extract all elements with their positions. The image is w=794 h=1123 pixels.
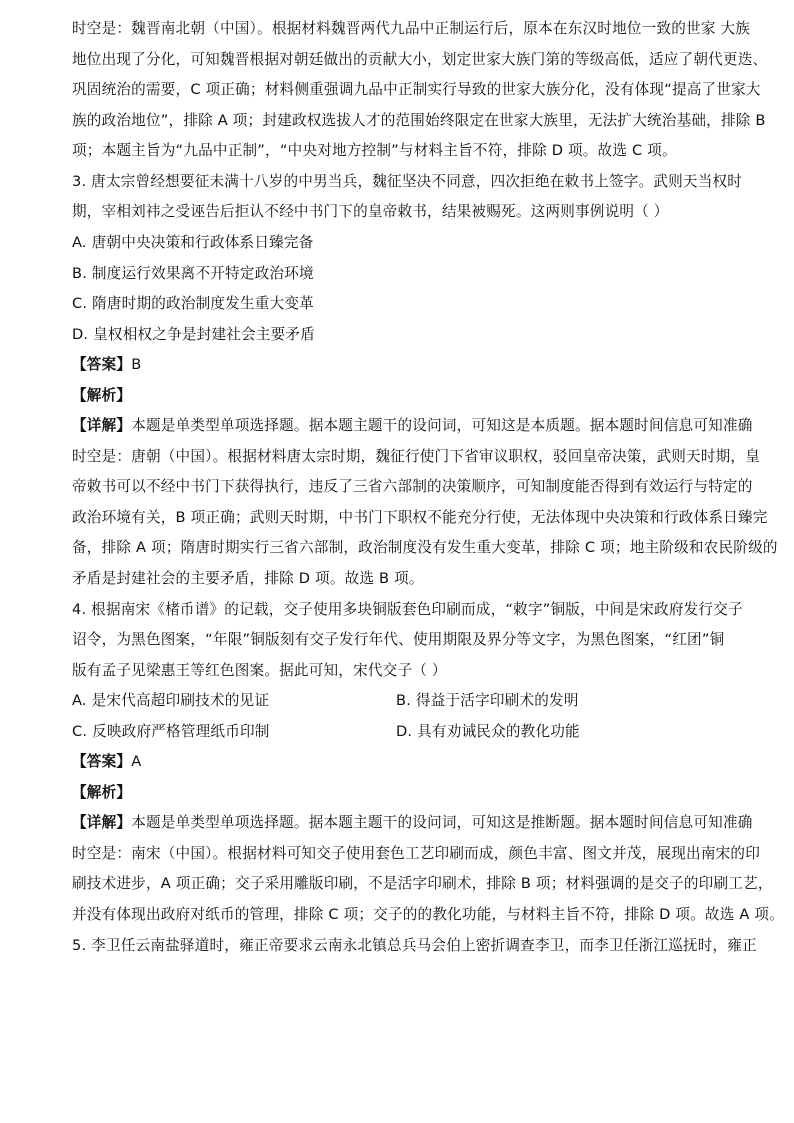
q5-stem-line: 5. 李卫任云南盐驿道时，雍正帝要求云南永北镇总兵马会伯上密折调查李卫，而李卫任浙江巡抚时，雍正	[72, 937, 757, 954]
prev-explanation-line: 地位出现了分化，可知魏晋根据对朝廷做出的贡献大小，划定世家大族门第的等级高低，适应了朝代更迭、	[72, 51, 768, 68]
q4-option-d: D. 具有劝诫民众的教化功能	[396, 723, 580, 740]
analysis-label: 【解析】	[72, 387, 132, 404]
q3-detail-line: 矛盾是封建社会的主要矛盾，排除 D 项。故选 B 项。	[72, 570, 424, 587]
q3-analysis-label	[72, 386, 131, 406]
q4-stem-line: 版有孟子见梁惠王等红色图案。据此可知，宋代交子（ ）	[72, 662, 447, 679]
q3-stem-line: 3. 唐太宗曾经想要征未满十八岁的中男当兵，魏征坚决不同意，四次拒绝在敕书上签字。武则天当权时	[72, 173, 743, 190]
detail-text: 本题是单类型单项选择题。据本题主题干的设问词，可知这是推断题。据本题时间信息可知准确	[131, 814, 753, 831]
q3-option-a: A. 唐朝中央决策和行政体系日臻完备	[72, 234, 314, 251]
q4-detail-line: 时空是：南宋（中国）。根据材料可知交子使用套色工艺印刷而成，颜色丰富、图文并茂，展现出南宋的印	[72, 845, 761, 862]
detail-label: 【详解】	[72, 814, 132, 831]
q4-detail-line	[72, 813, 753, 833]
q3-option-d: D. 皇权相权之争是封建社会主要矛盾	[72, 326, 316, 343]
detail-text: 本题是单类型单项选择题。据本题主题干的设问词，可知这是本质题。据本题时间信息可知准确	[131, 417, 753, 434]
q3-answer	[72, 355, 141, 375]
prev-explanation-line: 巩固统治的需要，C 项正确；材料侧重强调九品中正制实行导致的世家大族分化，没有体现“提高了世家大	[72, 81, 761, 98]
q4-option-c: C. 反映政府严格管理纸币印制	[72, 723, 270, 740]
answer-value: B	[131, 356, 142, 373]
detail-label: 【详解】	[72, 417, 132, 434]
answer-value: A	[131, 753, 142, 770]
q4-option-a: A. 是宋代高超印刷技术的见证	[72, 692, 270, 709]
q4-detail-line: 并没有体现出政府对纸币的管理，排除 C 项；交子的的教化功能，与材料主旨不符，排除 D 项。故选 A 项。	[72, 906, 784, 923]
q4-answer	[72, 752, 141, 772]
prev-explanation-line: 族的政治地位”，排除 A 项；封建政权选拔人才的范围始终限定在世家大族里，无法扩大统治基础，排除 B	[72, 112, 766, 129]
q4-stem-line: 诏令，为黑色图案，“年限”铜版刻有交子发行年代、使用期限及界分等文字，为黑色图案，“红团”铜	[72, 631, 725, 648]
q3-stem-line: 期，宰相刘祎之受诬告后拒认不经中书门下的皇帝敕书，结果被赐死。这两则事例说明（ ）	[72, 203, 669, 220]
answer-label: 【答案】	[72, 753, 132, 770]
prev-explanation-line: 项；本题主旨为“九品中正制”，“中央对地方控制”与材料主旨不符，排除 D 项。故选 C 项。	[72, 142, 677, 159]
q4-stem-line: 4. 根据南宋《楮币谱》的记载，交子使用多块铜版套色印刷而成，“敕字”铜版，中间是宋政府发行交子	[72, 601, 743, 618]
q4-detail-line: 刷技术进步，A 项正确；交子采用雕版印刷，不是活字印刷术，排除 B 项；材料强调的是交子的印刷工艺，	[72, 875, 773, 892]
q3-option-b: B. 制度运行效果离不开特定政治环境	[72, 265, 314, 282]
q3-detail-line: 帝敕书可以不经中书门下获得执行，违反了三省六部制的决策顺序，可知制度能否得到有效运行与特定的	[72, 478, 753, 495]
q3-detail-line: 时空是：唐朝（中国）。根据材料唐太宗时期，魏征行使门下省审议职权，驳回皇帝决策，武则天时期，皇	[72, 448, 761, 465]
prev-explanation-line: 时空是：魏晋南北朝（中国）。根据材料魏晋两代九品中正制运行后，原本在东汉时地位一致的世家 大族	[72, 20, 751, 37]
q3-detail-line: 备，排除 A 项；隋唐时期实行三省六部制，政治制度没有发生重大变革，排除 C 项；地主阶级和农民阶级的	[72, 539, 778, 556]
answer-label: 【答案】	[72, 356, 132, 373]
analysis-label: 【解析】	[72, 784, 132, 801]
q4-option-b: B. 得益于活字印刷术的发明	[396, 692, 579, 709]
q3-detail-line	[72, 416, 753, 436]
q4-analysis-label	[72, 783, 131, 803]
q3-detail-line: 政治环境有关，B 项正确；武则天时期，中书门下职权不能充分行使，无法体现中央决策和行政体系日臻完	[72, 509, 768, 526]
q3-option-c: C. 隋唐时期的政治制度发生重大变革	[72, 295, 314, 312]
